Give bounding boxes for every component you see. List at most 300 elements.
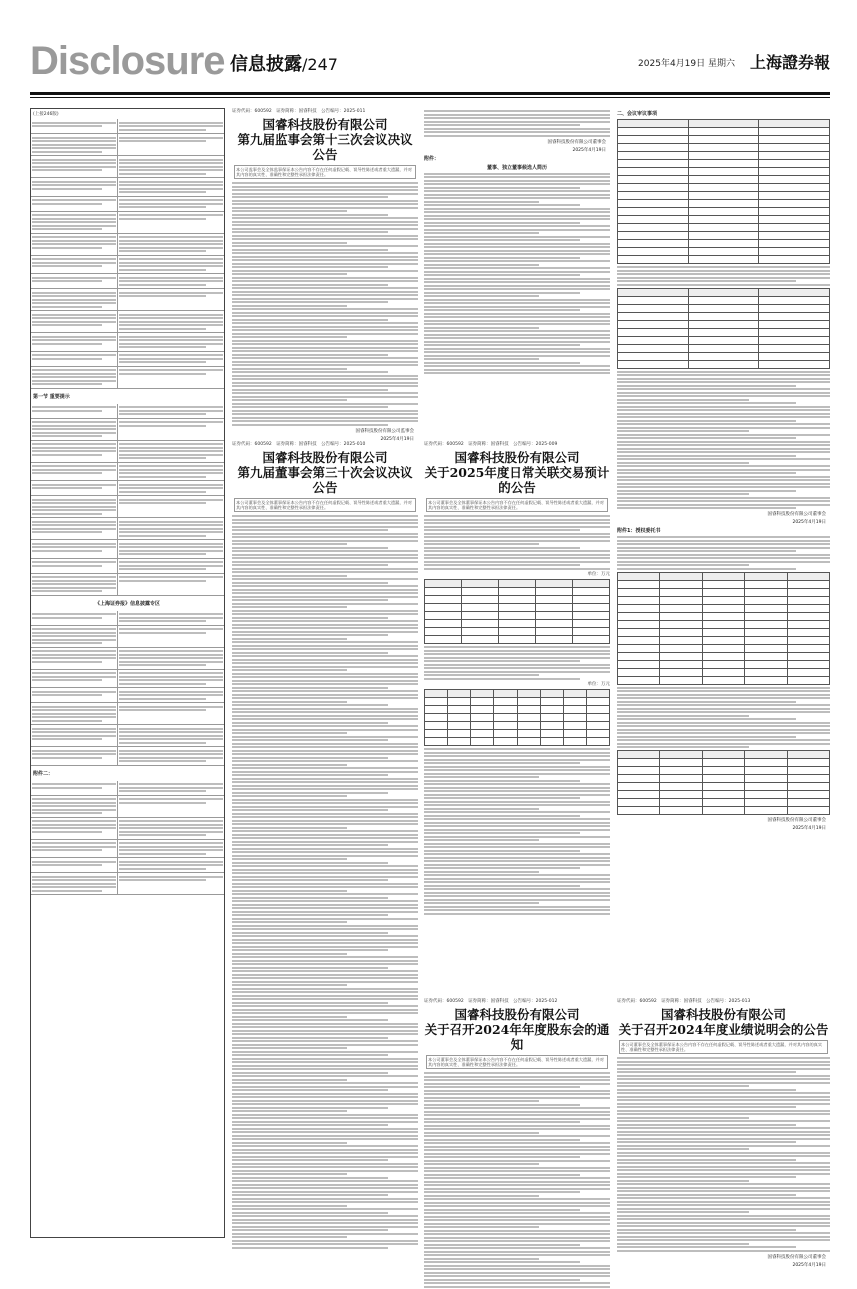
text-line (424, 1223, 610, 1225)
text-line (617, 1106, 796, 1108)
text-line (424, 780, 580, 782)
text-line (424, 110, 610, 112)
qa-cell (118, 626, 224, 647)
text-line (424, 550, 610, 552)
text-line (424, 316, 610, 318)
text-line (32, 886, 116, 888)
section-title (230, 50, 338, 76)
text-line (424, 769, 610, 771)
text-line (232, 343, 418, 345)
table-cell (688, 176, 759, 184)
table-cell (499, 604, 536, 612)
text-line (32, 783, 116, 785)
qa-cell (118, 796, 224, 817)
text-line (424, 1177, 610, 1179)
qa-cell (118, 858, 224, 872)
text-line (424, 124, 580, 126)
text-line (617, 434, 830, 436)
text-line (424, 295, 539, 297)
text-line (232, 963, 418, 965)
text-line (424, 797, 580, 799)
table-cell (688, 248, 759, 256)
text-line (232, 1229, 388, 1231)
table-row (618, 360, 830, 368)
text-line (32, 509, 116, 511)
announcement-title: 关于召开2024年年度股东会的通知 (424, 1022, 610, 1052)
text-line (232, 876, 418, 878)
text-line (119, 760, 206, 762)
table-row (425, 722, 610, 730)
table-cell (618, 775, 660, 783)
table-cell (517, 698, 540, 706)
text-line (424, 1125, 610, 1127)
text-line (617, 1103, 830, 1105)
table-cell (536, 612, 573, 620)
table-cell (618, 160, 689, 168)
text-line (617, 465, 830, 467)
text-line (232, 991, 418, 993)
text-line (32, 499, 116, 501)
text-line (32, 617, 102, 619)
text-line (424, 1163, 539, 1165)
text-line (617, 413, 830, 415)
text-line (32, 842, 116, 844)
text-line (119, 568, 206, 570)
text-line (32, 262, 116, 264)
text-line (424, 533, 610, 535)
table-cell (448, 706, 471, 714)
text-line (232, 767, 418, 769)
text-line (424, 1142, 610, 1144)
text-line (232, 1233, 418, 1235)
table-cell (618, 767, 660, 775)
text-line (424, 522, 610, 524)
text-line (232, 998, 418, 1000)
header-rule (30, 92, 830, 95)
text-line (617, 469, 830, 471)
text-line (232, 399, 347, 401)
qa-table-3 (31, 611, 224, 766)
text-line (232, 305, 347, 307)
text-line (617, 392, 830, 394)
text-line (119, 292, 223, 294)
table-cell (425, 738, 448, 746)
table-cell (745, 580, 787, 588)
text-line (617, 694, 830, 696)
text-line (232, 813, 418, 815)
body-text (232, 182, 418, 426)
announcement-results-briefing (617, 998, 830, 1268)
text-line (232, 242, 347, 244)
text-line (232, 1194, 388, 1196)
text-line (119, 802, 206, 804)
text-line (32, 720, 102, 722)
text-line (424, 850, 580, 852)
qa-cell (118, 197, 224, 211)
text-line (424, 271, 610, 273)
transactions-table-2 (424, 689, 610, 746)
table-cell (759, 152, 830, 160)
signature: 国睿科技股份有限公司监事会 (355, 428, 414, 434)
signature-date: 2025年4月19日 (380, 436, 414, 442)
text-line (424, 253, 610, 255)
announcement-supervisors (232, 108, 418, 442)
table-cell (536, 620, 573, 628)
table-cell (745, 652, 787, 660)
table-row (618, 799, 830, 807)
text-line (119, 672, 223, 674)
text-line (119, 354, 223, 356)
text-line (232, 406, 388, 408)
table-cell (702, 644, 744, 652)
table-cell (688, 152, 759, 160)
table-cell (425, 706, 448, 714)
text-line (232, 224, 418, 226)
table-cell (586, 690, 609, 698)
text-line (424, 667, 610, 669)
text-line (617, 554, 830, 556)
text-line (617, 1208, 830, 1210)
text-line (617, 708, 830, 710)
text-line (119, 328, 206, 330)
table-cell (745, 791, 787, 799)
text-line (232, 792, 388, 794)
text-line (617, 462, 749, 464)
table-cell (660, 644, 702, 652)
text-line (119, 787, 223, 789)
signature: 国睿科技股份有限公司董事会 (547, 139, 606, 145)
bio-text (424, 173, 610, 375)
text-line (617, 1243, 749, 1245)
table-cell (517, 690, 540, 698)
table-cell (759, 256, 830, 264)
announcement-title: 第九届董事会第三十次会议决议公告 (237, 465, 413, 495)
text-line (617, 427, 830, 429)
qa-cell (31, 703, 118, 724)
text-line (232, 1124, 388, 1126)
table-cell (688, 216, 759, 224)
text-line (617, 385, 796, 387)
body-text (424, 748, 610, 915)
table-cell (688, 320, 759, 328)
transactions-table (424, 579, 610, 644)
text-line (424, 330, 610, 332)
text-line (32, 225, 116, 227)
text-line (232, 259, 418, 261)
text-line (232, 911, 418, 913)
text-line (232, 1040, 418, 1042)
text-line (232, 942, 418, 944)
body-text (617, 687, 830, 749)
table-cell (759, 240, 830, 248)
text-line (119, 129, 206, 131)
text-line (424, 218, 610, 220)
table-cell (425, 580, 462, 588)
text-line (617, 1148, 749, 1150)
table-cell (462, 636, 499, 644)
text-line (119, 258, 223, 260)
text-line (232, 872, 418, 874)
text-line (232, 280, 418, 282)
text-line (232, 1110, 347, 1112)
text-line (424, 752, 610, 754)
qa-row (31, 670, 224, 689)
text-line (119, 691, 223, 693)
text-line (232, 1019, 388, 1021)
table-row (425, 690, 610, 698)
text-line (32, 805, 116, 807)
qa-row (31, 540, 224, 559)
text-line (119, 218, 206, 220)
text-line (617, 280, 796, 282)
text-line (119, 543, 223, 545)
text-line (232, 357, 418, 359)
text-line (32, 738, 102, 740)
text-line (424, 783, 610, 785)
text-line (119, 469, 223, 471)
text-line (617, 1092, 830, 1094)
text-line (119, 834, 206, 836)
text-line (424, 790, 610, 792)
text-line (232, 533, 418, 535)
text-line (119, 443, 223, 445)
security-codeline: 证券代码：600592 证券简称：国睿科技 公告编号：2025-012 (424, 999, 558, 1004)
text-line (232, 413, 418, 415)
text-line (617, 1057, 830, 1059)
text-line (232, 676, 418, 678)
table-cell (745, 628, 787, 636)
table-cell (759, 200, 830, 208)
qa-cell (31, 274, 118, 288)
text-line (232, 1054, 388, 1056)
text-line (32, 757, 102, 759)
qa-cell (118, 818, 224, 839)
qa-row (31, 367, 224, 389)
text-line (232, 946, 418, 948)
text-line (119, 240, 223, 242)
table-cell (688, 168, 759, 176)
text-line (32, 443, 116, 445)
text-line (617, 406, 830, 408)
text-line (119, 868, 206, 870)
text-line (232, 294, 418, 296)
text-line (232, 855, 418, 857)
text-line (32, 265, 102, 267)
table-row (618, 652, 830, 660)
table-cell (499, 588, 536, 596)
text-line (232, 1145, 418, 1147)
table-cell (759, 232, 830, 240)
table-cell (618, 184, 689, 192)
qa-row (31, 725, 224, 747)
text-line (232, 970, 418, 972)
table-cell (745, 636, 787, 644)
text-line (32, 861, 116, 863)
text-line (32, 679, 102, 681)
text-line (424, 543, 539, 545)
table-cell (759, 336, 830, 344)
text-line (119, 757, 223, 759)
text-line (424, 1093, 610, 1095)
table-cell (618, 120, 689, 128)
text-line (232, 697, 418, 699)
text-line (424, 201, 539, 203)
text-line (232, 1072, 388, 1074)
text-line (232, 638, 347, 640)
text-line (232, 1012, 418, 1014)
text-line (617, 690, 830, 692)
qa-cell (31, 234, 118, 255)
table-cell (586, 722, 609, 730)
text-line (32, 846, 116, 848)
table-cell (787, 572, 829, 580)
text-line (232, 277, 418, 279)
text-line (32, 199, 116, 201)
table-cell (540, 698, 563, 706)
text-line (424, 773, 610, 775)
text-line (617, 486, 830, 488)
table-cell (759, 176, 830, 184)
text-line (232, 1005, 418, 1007)
qa-cell (118, 352, 224, 366)
table-cell (702, 612, 744, 620)
text-line (232, 1236, 347, 1238)
table-cell (759, 352, 830, 360)
table-cell (688, 312, 759, 320)
text-line (119, 613, 223, 615)
table-cell (660, 620, 702, 628)
text-line (617, 1183, 830, 1185)
table-cell (563, 722, 586, 730)
signature-date: 2025年4月19日 (792, 826, 826, 831)
text-line (232, 1226, 418, 1228)
text-line (32, 221, 116, 223)
text-line (232, 578, 418, 580)
text-line (617, 277, 830, 279)
text-line (424, 1170, 610, 1172)
text-line (232, 953, 347, 955)
body-text (232, 515, 418, 1249)
text-line (617, 1197, 830, 1199)
text-line (232, 557, 418, 559)
table-cell (618, 572, 660, 580)
text-line (617, 1169, 830, 1171)
text-line (232, 921, 347, 923)
table-cell (660, 580, 702, 588)
qa-cell (118, 574, 224, 595)
text-line (32, 546, 116, 548)
text-line (232, 935, 418, 937)
table-cell (618, 644, 660, 652)
qa-cell (31, 648, 118, 669)
text-line (617, 1176, 796, 1178)
text-line (32, 580, 116, 582)
text-line (617, 416, 830, 418)
table-cell (573, 628, 610, 636)
text-line (232, 403, 418, 405)
text-line (424, 1167, 610, 1169)
text-line (232, 417, 418, 419)
qa-cell (31, 540, 118, 558)
qa-cell (118, 212, 224, 233)
table-cell (573, 604, 610, 612)
text-line (617, 1232, 830, 1234)
qa-row (31, 574, 224, 596)
text-line (424, 1286, 610, 1288)
text-line (232, 746, 418, 748)
qa-cell (31, 134, 118, 155)
text-line (32, 450, 116, 452)
page-number: /247 (302, 55, 338, 74)
qa-cell (31, 496, 118, 517)
text-line (424, 176, 610, 178)
qa-row (31, 703, 224, 725)
table-cell (787, 636, 829, 644)
text-line (232, 830, 418, 832)
text-line (232, 396, 418, 398)
text-line (617, 1127, 830, 1129)
text-line (119, 565, 223, 567)
text-line (424, 540, 610, 542)
text-line (424, 239, 580, 241)
qa-cell (118, 481, 224, 495)
table-cell (745, 644, 787, 652)
newspaper-logo: 上海證券報 (749, 53, 830, 72)
table-row (618, 328, 830, 336)
text-line (424, 309, 580, 311)
qa-cell (31, 212, 118, 233)
text-line (232, 361, 418, 363)
table-row (618, 232, 830, 240)
text-line (424, 671, 610, 673)
qa-row (31, 818, 224, 840)
text-line (119, 864, 223, 866)
text-line (617, 448, 830, 450)
qa-cell (31, 333, 118, 351)
text-line (32, 632, 116, 634)
text-line (424, 1209, 580, 1211)
text-line (119, 269, 206, 271)
text-line (232, 1086, 418, 1088)
text-line (232, 589, 418, 591)
text-line (232, 715, 418, 717)
text-line (424, 236, 610, 238)
table-cell (787, 596, 829, 604)
text-line (232, 603, 418, 605)
table-cell (618, 216, 689, 224)
text-line (617, 1204, 830, 1206)
text-line (119, 849, 223, 851)
text-line (424, 1247, 610, 1249)
text-line (32, 122, 116, 124)
text-line (424, 288, 610, 290)
text-line (617, 507, 796, 509)
text-line (232, 1016, 347, 1018)
text-line (232, 592, 418, 594)
text-line (232, 568, 418, 570)
text-line (617, 1082, 830, 1084)
text-line (424, 759, 610, 761)
text-line (424, 899, 610, 901)
table-cell (471, 730, 494, 738)
text-line (232, 729, 418, 731)
text-line (424, 515, 610, 517)
table-cell (618, 588, 660, 596)
text-line (424, 561, 610, 563)
table-cell (540, 730, 563, 738)
table-row (618, 168, 830, 176)
table-cell (618, 628, 660, 636)
